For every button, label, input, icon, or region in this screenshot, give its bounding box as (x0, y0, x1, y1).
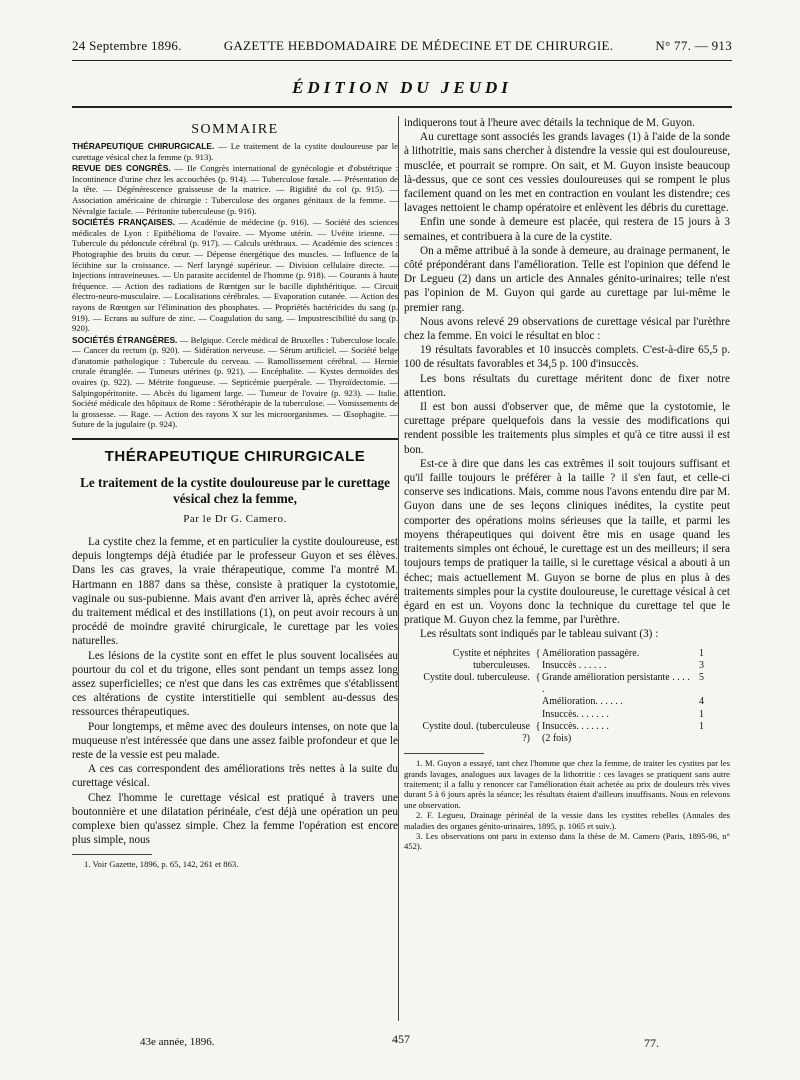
brace-icon: { (535, 671, 541, 683)
footer-page-number: 457 (392, 1032, 410, 1046)
sommaire-section-head: SOCIÉTÉS ÉTRANGÈRES. (72, 334, 178, 345)
results-group-label: Cystite et néphrites tuberculeuses. (452, 647, 530, 671)
brace-icon: { (535, 647, 541, 659)
left-column (72, 116, 398, 869)
article-title: Le traitement de la cystite douloureuse par le curettage vésical chez la femme, (80, 475, 390, 507)
results-line (542, 721, 730, 733)
results-text: Insuccès. . . . . . . (542, 708, 609, 720)
body-paragraph: Est-ce à dire que dans les cas extrêmes il soit toujours suffisant et qu'il faille toujours le préférer à la taille ? il s'en faut, et celle-ci conserve ses indications. Mais, comme nous l'avons entendu dire par M. Guyon dans une de ses leçons cliniques inédites, la cystite peut comporter des opérations moins sérieuses que la taille, et parmi les moyens thérapeutiques qui doivent être mis en usage quand les traitements simples ont échoué, le curettage est un des meilleurs; il sera toujours temps de pratiquer la taille, si le curettage vésical a abouti à un échec; mais actuellement M. Guyon se borne de plus en plus à des traitements simples pour la cystite douloureuse, le curettage vésical à cet égard en est un. Voyons donc la technique du curettage tel que le pratique M. Guyon chez la femme, par l'urèthre. (404, 457, 730, 627)
section-rule (72, 438, 398, 440)
column-divider (398, 116, 399, 1021)
results-text: Insuccès . . . . . . (542, 659, 607, 671)
footnote-rule (404, 753, 484, 754)
right-column (404, 116, 730, 852)
sommaire-section-text: — Le traitement de la cystite douloureuse par le curettage vésical chez la femme (p. 913). (72, 141, 398, 162)
edition-title: ÉDITION DU JEUDI (292, 78, 512, 97)
results-group (418, 672, 730, 721)
sommaire-section-text: — Académie de médecine (p. 916). — Société des sciences médicales de Lyon : Epithélioma de l'ovaire. — Myome utérin. — Uvéite irienne. — Tubercule du pédoncule cérébral (p. 917). — Calculs uréthraux. — Académie des sciences : Photographie des bruits du cœur. — Dépense énergétique des muscles. — Influence de la lécithine sur la croissance. — Nerf laryngé supérieur. — Division cellulaire directe. — Injections intraveineuses. — Un parasite accidentel de l'homme (p. 918). — Courants à haute fréquence. — Action des radiations de Rœntgen sur le bacille diphthéritique. — Circuit électro-neuro-musculaire. — Localisations cérébrales. — Evaporation cutanée. — Action des rayons de Rœntgen sur l'élimination des phosphates. — Propriétés bactéricides du sang (p. 919). — Ecrans au sulfure de zinc. — Coagulation du sang. — Impustrescibilité du sang (p. 920). (72, 217, 398, 334)
results-text: Amélioration. . . . . . (542, 696, 623, 708)
body-paragraph: Au curettage sont associés les grands lavages (1) à l'aide de la sonde à lithotritie, mais sans chercher à distendre la vessie qui est douloureuse, musclée, et pourrait se rompre. On sait, et M. Guyon insiste beaucoup là-dessus, que ce sont ces vessies douloureuses qui se rompent le plus facilement quand on les met en contraction en voulant les distendre; ces lavages nettoient le champ opératoire et enlèvent les débris du curettage. (404, 131, 730, 215)
results-count: 1 (699, 720, 704, 732)
sommaire-section-text: — IIe Congrès international de gynécologie et d'obstétrique : Incontinence d'urine chez les accouchées (p. 914). — Tuberculose fœtale. — Présentation de la tête. — Dégénérescence graisseuse de la matrice. — Rigidité du col (p. 915). — Association américaine de chirurgie : Tuberculose des organes génitaux de la femme. — Névralgie faciale. — Péritonite tuberculeuse (p. 916). (72, 163, 398, 216)
sommaire-item (72, 163, 398, 216)
body-paragraph: La cystite chez la femme, et en particulier la cystite douloureuse, est depuis longtemps déjà étudiée par le professeur Guyon et ses élèves. Dans les cas graves, la vraie thérapeutique, comme l'a montré M. Hartmann en 1887 dans sa thèse, consiste à pratiquer la cystotomie, vaginale ou sus-pubienne. Mais avant d'en arriver là, après échec avéré du traitement médical et des instillations (1), on peut avoir recours à un procédé de moindre gravité chirurgicale, le curettage par les voies naturelles. (72, 536, 398, 648)
sommaire-section-text: — Belgique. Cercle médical de Bruxelles : Tuberculose locale. — Cancer du rectum (p. 920). — Sidération nerveuse. — Sérum artificiel. — Société belge d'anatomie pathologique : Tubercule du cerveau. — Ramollissement cérébral. — Hernie crurale étranglée. — Tumeurs utérines (p. 921). — Encéphalite. — Kystes dermoïdes des ovaires (p. 922). — Métrite fongueuse. — Septicémie puerpérale. — Thyroïdectomie. — Salpingopéritonite. — Abcès du ligament large. — Tumeur de l'ovaire (p. 923). — Italie. Société médicale des hôpitaux de Rome : Sérothérapie de la tuberculose. — Vomissements de la grossesse. — Rage. — Action des rayons X sur les microorganismes. — Œsophagite. — Suture de la jugulaire (p. 924). (72, 334, 399, 430)
body-paragraph: On a même attribué à la sonde à demeure, au drainage permanent, le côté prépondérant dans l'amélioration. Telle est l'opinion que défend le Dr Legueu (2) dans un article des Annales génito-urinaires; telle n'est pas l'opinion de M. Guyon qui garde au curettage par lui-même le premier rang. (404, 244, 730, 314)
results-table (418, 648, 730, 746)
sommaire-item (72, 335, 398, 430)
sommaire-section-head: REVUE DES CONGRÈS. (72, 163, 171, 174)
header-date: 24 Septembre 1896. (72, 38, 182, 53)
results-line (542, 733, 730, 745)
body-paragraph: 19 résultats favorables et 10 insuccès complets. C'est-à-dire 65,5 p. 100 de résultats favorables et 34,5 p. 100 d'insuccès. (404, 344, 730, 371)
body-paragraph: Il est bon aussi d'observer que, de même que la cystotomie, le curettage prépare quelquefois dans la vessie des modifications qui rendent possible les traitements plus simples et qu'à ce titre aussi il est bon. (404, 401, 730, 456)
results-text: Grande amélioration persistante . . . . . (542, 671, 690, 696)
results-count: 4 (699, 696, 704, 708)
sommaire-list (72, 141, 398, 430)
brace-icon: { (535, 720, 541, 732)
results-line (542, 672, 730, 696)
results-line (542, 660, 730, 672)
edition-rule (72, 106, 732, 108)
footer-issue: 77. (644, 1036, 659, 1050)
body-paragraph: Les lésions de la cystite sont en effet le plus souvent localisées au pourtour du col et du trigone, elles sont pendant un temps assez long assez superficielles; ce n'est que dans les cas extrêmes que s'établissent ces altérations de cystite interstitielle qui semblent au-dessus des ressources thérapeutiques. (72, 649, 398, 719)
results-group-label: Cystite doul. tuberculeuse. (423, 671, 530, 683)
body-paragraph: Nous avons relevé 29 observations de curettage vésical par l'urèthre chez la femme. En voici le résultat en bloc : (404, 315, 730, 343)
results-text: Insuccès. . . . . . . (542, 720, 609, 732)
sommaire-item (72, 141, 398, 162)
footnote: 1. M. Guyon a essayé, tant chez l'homme que chez la femme, de traiter les cystites par les grands lavages, analogues aux lavages de la lithotritie : ces lavages se pratiquent sans autre traitement; il a fallu y renoncer car l'amélioration était achetée au prix de douleurs très vives durant 5 à 6 jours après la séance; les résultats étaient d'ailleurs insuffisants. Nous en relevons une observation. (404, 758, 730, 810)
results-text: (2 fois) (542, 732, 572, 744)
sommaire-section-head: THÉRAPEUTIQUE CHIRURGICALE. (72, 141, 215, 151)
header-rule (72, 60, 732, 61)
results-line (542, 648, 730, 660)
results-group (418, 721, 730, 745)
footnote: 1. Voir Gazette, 1896, p. 65, 142, 261 et 863. (84, 858, 239, 869)
results-group (418, 648, 730, 672)
body-paragraph: Chez l'homme le curettage vésical est pratiqué à travers une boutonnière et une dilatation périnéale, c'est déjà une opération un peu complexe bien qu'assez simple. Chez la femme l'opération est encore plus simple, nous (72, 791, 398, 847)
body-paragraph: Pour longtemps, et même avec des douleurs intenses, on note que la muqueuse n'est intéressée que dans une assez faible profondeur et que le reste de la vessie est peu malade. (72, 720, 398, 762)
sommaire-item (72, 217, 398, 334)
results-line (542, 696, 730, 708)
results-count: 5 (699, 671, 704, 683)
body-paragraph: Les résultats sont indiqués par le tableau suivant (3) : (420, 628, 659, 641)
results-count (690, 733, 704, 745)
footnote: 2. F. Legueu, Drainage périnéal de la vessie dans les cystites rebelles (Annales des maladies des organes génito-urinaires, 1895, p. 1065 et suiv.). (404, 810, 730, 831)
footer-year: 43e année, 1896. (140, 1036, 215, 1048)
header-journal: GAZETTE HEBDOMADAIRE DE MÉDECINE ET DE CHIRURGIE. (223, 38, 614, 53)
results-count: 1 (699, 647, 704, 659)
results-text: Amélioration passagère. (542, 647, 640, 659)
header-number: N° 77. — 913 (655, 38, 732, 53)
body-paragraph: A ces cas correspondent des améliorations très nettes à la suite du curettage vésical. (72, 763, 398, 790)
body-paragraph: Les bons résultats du curettage méritent donc de fixer notre attention. (404, 372, 730, 399)
results-group-label: Cystite doul. (tuberculeuse ?) (422, 720, 530, 744)
body-paragraph: Enfin une sonde à demeure est placée, qui restera de 15 jours à 3 semaines, et contribuera à la cure de la cystite. (404, 216, 730, 243)
running-head (72, 38, 732, 54)
body-paragraph: indiquerons tout à l'heure avec détails la technique de M. Guyon. (404, 117, 695, 129)
section-title: THÉRAPEUTIQUE CHIRURGICALE (104, 448, 366, 466)
results-count: 1 (699, 708, 704, 720)
results-count: 3 (699, 659, 704, 671)
results-line (542, 709, 730, 721)
article-byline: Par le Dr G. Camero. (183, 513, 287, 526)
footnote-rule (72, 854, 152, 855)
sommaire-title: SOMMAIRE (191, 122, 279, 137)
sommaire-section-head: SOCIÉTÉS FRANÇAISES. (72, 217, 176, 228)
footnote: 3. Les observations ont paru in extenso dans la thèse de M. Camero (Paris, 1895-96, n° 452). (404, 830, 730, 852)
